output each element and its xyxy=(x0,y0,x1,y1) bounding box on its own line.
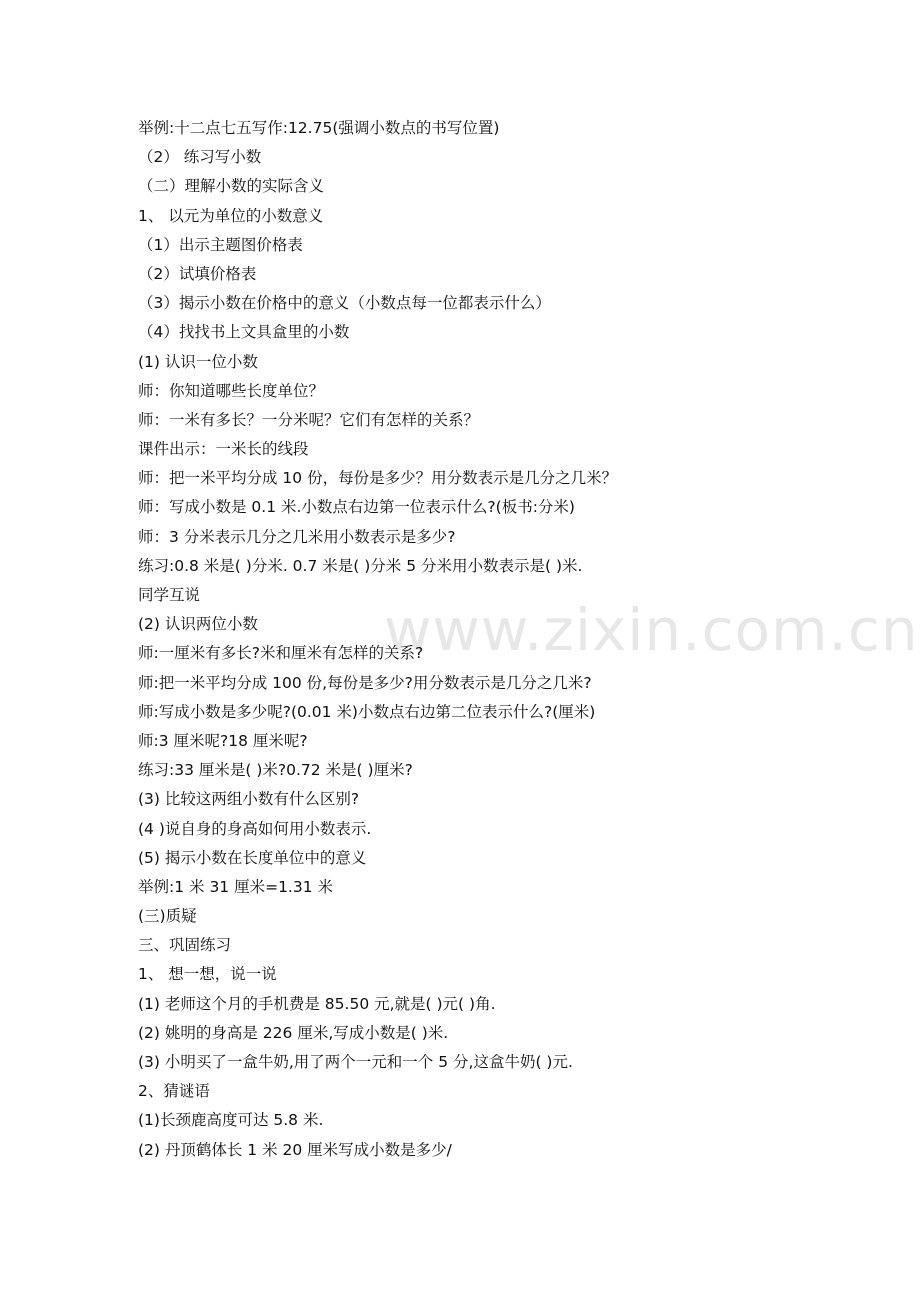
text-line: (3) 比较这两组小数有什么区别? xyxy=(138,790,360,809)
text-line: 师：3 分米表示几分之几米用小数表示是多少? xyxy=(138,527,456,546)
text-line: (4 )说自身的身高如何用小数表示. xyxy=(138,819,372,838)
text-line: 师：你知道哪些长度单位？ xyxy=(138,381,325,400)
text-line: （3）揭示小数在价格中的意义（小数点每一位都表示什么） xyxy=(138,294,551,313)
text-line: （1）出示主题图价格表 xyxy=(138,235,303,254)
text-line: 师:3 厘米呢?18 厘米呢? xyxy=(138,731,308,750)
text-line: 练习:0.8 米是( )分米. 0.7 米是( )分米 5 分米用小数表示是( )米. xyxy=(138,556,583,575)
text-line: 举例:十二点七五写作:12.75(强调小数点的书写位置) xyxy=(138,119,500,137)
text-line: 三、巩固练习 xyxy=(138,936,232,955)
document-body xyxy=(138,114,758,1165)
text-line: 师:写成小数是多少呢?(0.01 米)小数点右边第二位表示什么?(厘米) xyxy=(138,702,596,721)
text-line: (三)质疑 xyxy=(138,907,197,926)
text-line: (1)长颈鹿高度可达 5.8 米. xyxy=(138,1111,324,1130)
watermark-text: www.zixin.com.cn xyxy=(384,596,919,664)
text-line: 师:把一米平均分成 100 份,每份是多少?用分数表示是几分之几米? xyxy=(138,673,592,692)
text-line: （二）理解小数的实际含义 xyxy=(138,177,325,196)
text-line: 师：把一米平均分成 10 份，每份是多少？用分数表示是几分之几米？ xyxy=(138,469,618,488)
text-line: 课件出示：一米长的线段 xyxy=(138,440,309,459)
text-line: （2） 练习写小数 xyxy=(138,148,262,167)
text-line: 师：写成小数是 0.1 米.小数点右边第一位表示什么?(板书:分米) xyxy=(138,498,575,517)
text-line: (1) 认识一位小数 xyxy=(138,352,258,371)
text-line: 师：一米有多长？一分米呢？它们有怎样的关系？ xyxy=(138,410,480,429)
text-line: (2) 姚明的身高是 226 厘米,写成小数是( )米. xyxy=(138,1023,449,1042)
text-line: （4）找找书上文具盒里的小数 xyxy=(138,323,350,342)
text-line: （2）试填价格表 xyxy=(138,264,257,283)
text-line: (1) 老师这个月的手机费是 85.50 元,就是( )元( )角. xyxy=(138,994,496,1013)
text-line: (2) 丹顶鹤体长 1 米 20 厘米写成小数是多少/ xyxy=(138,1140,452,1159)
text-line: (2) 认识两位小数 xyxy=(138,615,258,634)
text-line: (3) 小明买了一盒牛奶,用了两个一元和一个 5 分,这盒牛奶( )元. xyxy=(138,1053,573,1071)
text-line: 举例:1 米 31 厘米=1.31 米 xyxy=(138,877,334,896)
text-line: 练习:33 厘米是( )米?0.72 米是( )厘米? xyxy=(138,761,413,780)
text-line: 1、 以元为单位的小数意义 xyxy=(138,206,324,225)
text-line: 师:一厘米有多长?米和厘米有怎样的关系? xyxy=(138,644,424,663)
text-line: 同学互说 xyxy=(138,586,201,604)
text-line: (5) 揭示小数在长度单位中的意义 xyxy=(138,848,367,867)
text-line: 2、猜谜语 xyxy=(138,1082,210,1101)
text-line: 1、 想一想，说一说 xyxy=(138,965,277,984)
